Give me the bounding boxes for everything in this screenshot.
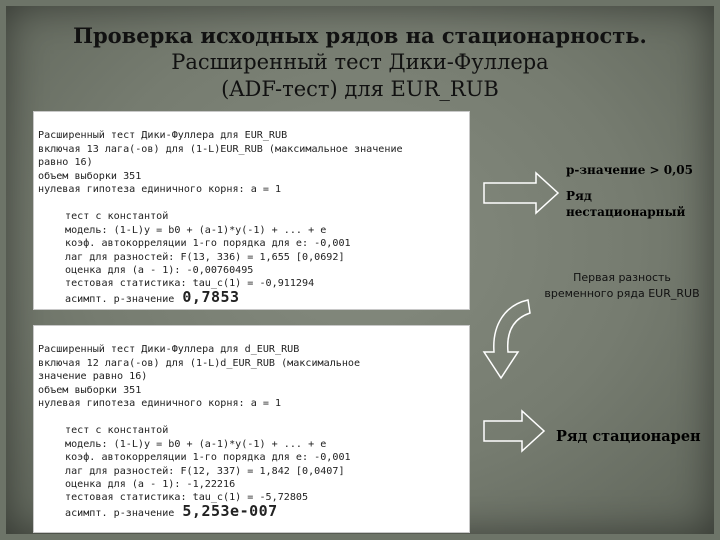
title-line-3: (ADF-тест) для EUR_RUB — [221, 77, 499, 101]
output-line: модель: (1-L)y = b0 + (a-1)*y(-1) + ... + e — [65, 224, 327, 236]
output-line: нулевая гипотеза единичного корня: a = 1 — [38, 398, 282, 410]
output-line: тестовая статистика: tau_c(1) = -5,72805 — [65, 492, 309, 504]
pvalue-label: асимпт. р-значение — [65, 293, 175, 305]
output-line: модель: (1-L)y = b0 + (a-1)*y(-1) + ... + e — [65, 438, 327, 450]
output-line: оценка для (a - 1): -1,22216 — [65, 479, 236, 491]
title-line-1: Проверка исходных рядов на стационарность. — [73, 23, 647, 48]
nonstationary-note — [566, 188, 685, 220]
nonstationary-line-2: нестационарный — [566, 205, 686, 219]
output-line: включая 12 лага(-ов) для (1-L)d_EUR_RUB (максимальное — [38, 357, 361, 369]
output-line: коэф. автокорреляции 1-го порядка для e: -0,001 — [65, 238, 351, 250]
pvalue-value: 5,253e-007 — [182, 501, 278, 520]
output-line: значение равно 16) — [38, 371, 148, 383]
curved-arrow-icon — [484, 300, 530, 378]
output-line: коэф. автокорреляции 1-го порядка для e: -0,001 — [65, 452, 351, 464]
output-line: лаг для разностей: F(12, 337) = 1,842 [0,0407] — [65, 465, 345, 477]
nonstationary-line-1: Ряд — [566, 189, 592, 203]
pvalue-label: асимпт. р-значение — [65, 507, 175, 519]
first-difference-line-2: временного ряда EUR_RUB — [544, 287, 700, 300]
output-line: нулевая гипотеза единичного корня: a = 1 — [38, 184, 282, 196]
output-line: оценка для (a - 1): -0,00760495 — [65, 265, 254, 277]
output-line: лаг для разностей: F(13, 336) = 1,655 [0,0692] — [65, 251, 345, 263]
title-line-2: Расширенный тест Дики-Фуллера — [171, 50, 549, 74]
pvalue-value: 0,7853 — [182, 287, 240, 306]
output-line: тест с константой — [65, 211, 169, 223]
output-line: включая 13 лага(-ов) для (1-L)EUR_RUB (максимальное значение — [38, 143, 403, 155]
output-line: равно 16) — [38, 157, 93, 169]
output-line: Расширенный тест Дики-Фуллера для EUR_RUB — [38, 130, 288, 142]
pvalue-note: p-значение > 0,05 — [566, 163, 693, 177]
output-line: тест с константой — [65, 425, 169, 437]
first-difference-note — [536, 270, 708, 302]
output-line: тестовая статистика: tau_c(1) = -0,911294 — [65, 278, 315, 290]
output-line: объем выборки 351 — [38, 170, 142, 182]
stationary-note: Ряд стационарен — [556, 428, 701, 445]
first-difference-line-1: Первая разность — [573, 271, 671, 284]
right-arrow-icon — [484, 173, 558, 213]
output-line: объем выборки 351 — [38, 384, 142, 396]
output-line: Расширенный тест Дики-Фуллера для d_EUR_RUB — [38, 344, 300, 356]
right-arrow-icon — [484, 411, 544, 451]
